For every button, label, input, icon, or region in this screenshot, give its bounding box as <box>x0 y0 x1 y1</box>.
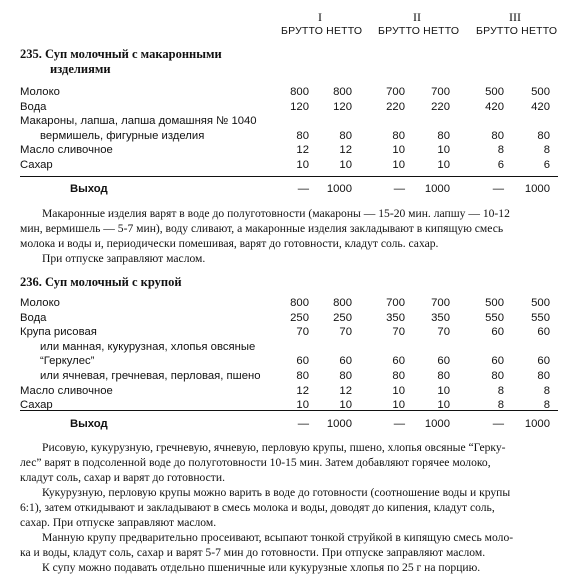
ingredient-row <box>0 370 577 384</box>
brutto-value: 80 <box>296 129 309 142</box>
brutto-value: 10 <box>392 144 405 157</box>
yield-netto-value: 1000 <box>524 418 550 430</box>
netto-value: 10 <box>339 399 352 412</box>
yield-netto-value: 1000 <box>326 183 352 195</box>
brutto-value: 220 <box>386 100 405 113</box>
brutto-value: 12 <box>296 384 309 397</box>
netto-value: 8 <box>543 399 550 412</box>
recipe-235-text-line: При отпуске заправляют маслом. <box>42 252 206 265</box>
brutto-value: 60 <box>491 355 504 368</box>
brutto-value: 250 <box>290 311 309 324</box>
ingredient-row <box>0 385 577 399</box>
ingredient-name: Вода <box>20 100 47 113</box>
netto-value: 220 <box>431 100 450 113</box>
netto-value: 6 <box>543 159 550 171</box>
ingredient-row <box>0 399 577 413</box>
recipe-236-text-line: Манную крупу предварительно просеивают, всыпают тонкой струйкой в кипящую смесь моло- <box>42 531 514 544</box>
ingredient-name: вермишель, фигурные изделия <box>40 129 205 142</box>
column-group-ii: II <box>413 10 421 24</box>
netto-value: 80 <box>537 370 550 382</box>
yield-brutto-value: — <box>492 418 504 430</box>
netto-value: 10 <box>437 159 450 171</box>
netto-value: 60 <box>437 355 450 368</box>
ingredient-name: Макароны, лапша, лапша домашняя № 1040 <box>20 115 257 128</box>
recipe-235-text-line: мин, вермишель — 5-7 мин), воду сливают, а макаронные изделия закладывают в кипящую смесь <box>20 222 504 235</box>
ingredient-name: Крупа рисовая <box>20 326 97 339</box>
brutto-value: 500 <box>485 86 504 98</box>
recipe-236-text-line: лес” варят в подсоленной воде до полуготовности 10-15 мин. Затем добавляют горячее молоко, <box>20 456 491 469</box>
brutto-value: 10 <box>296 159 309 171</box>
netto-value: 70 <box>339 326 352 339</box>
ingredient-name: Масло сливочное <box>20 144 113 157</box>
netto-value: 800 <box>333 297 352 309</box>
brutto-value: 80 <box>491 129 504 142</box>
ingredient-row <box>0 297 577 311</box>
ingredient-row <box>0 326 577 340</box>
recipe-236-instructions <box>20 440 560 575</box>
ingredient-row <box>0 355 577 369</box>
brutto-value: 80 <box>392 370 405 382</box>
recipe-235-title-cont: изделиями <box>50 62 111 76</box>
recipe-235-divider <box>20 176 558 177</box>
netto-value: 10 <box>437 144 450 157</box>
netto-value: 60 <box>537 355 550 368</box>
yield-netto-value: 1000 <box>424 183 450 195</box>
recipe-236-divider <box>20 410 558 411</box>
netto-value: 10 <box>437 399 450 412</box>
recipe-236-text-line: ка и воды, кладут соль, сахар и варят 5-7 мин до готовности. При отпуске заправляют маслом. <box>20 546 486 559</box>
brutto-value: 800 <box>290 86 309 98</box>
brutto-value: 10 <box>296 399 309 412</box>
recipe-235-title: 235. Суп молочный с макаронными <box>20 47 222 61</box>
yield-netto-value: 1000 <box>524 183 550 195</box>
recipe-236-text-line: Рисовую, кукурузную, гречневую, ячневую, перловую крупы, пшено, хлопья овсяные “Герку- <box>42 441 506 454</box>
netto-value: 12 <box>339 384 352 397</box>
ingredient-name: Сахар <box>20 159 53 171</box>
yield-row <box>0 183 577 197</box>
netto-value: 80 <box>537 129 550 142</box>
brutto-value: 10 <box>392 384 405 397</box>
recipe-235-text-line: молока и воды и, периодически помешивая, варят до готовности, кладут соль. сахар. <box>20 237 439 250</box>
yield-netto-value: 1000 <box>424 418 450 430</box>
netto-value: 700 <box>431 86 450 98</box>
yield-row <box>0 418 577 432</box>
netto-value: 250 <box>333 311 352 324</box>
yield-label: Выход <box>70 418 108 430</box>
netto-value: 60 <box>339 355 352 368</box>
brutto-value: 350 <box>386 311 405 324</box>
netto-value: 500 <box>531 297 550 309</box>
brutto-value: 60 <box>392 355 405 368</box>
yield-label: Выход <box>70 183 108 195</box>
netto-value: 8 <box>543 144 550 157</box>
brutto-value: 700 <box>386 86 405 98</box>
ingredient-row <box>0 341 577 355</box>
recipe-235-text-line: Макаронные изделия варят в воде до полуготовности (макароны — 15-20 мин. лапшу — 10-12 <box>42 207 510 220</box>
brutto-value: 80 <box>491 370 504 382</box>
netto-value: 10 <box>339 159 352 171</box>
ingredient-name: Масло сливочное <box>20 384 113 397</box>
brutto-value: 8 <box>497 399 504 412</box>
ingredient-row <box>0 144 577 158</box>
netto-value: 8 <box>543 384 550 397</box>
brutto-value: 6 <box>497 159 504 171</box>
yield-brutto-value: — <box>393 418 405 430</box>
column-group-i: I <box>318 10 322 24</box>
brutto-value: 80 <box>296 370 309 382</box>
brutto-value: 80 <box>392 129 405 142</box>
ingredient-name: или манная, кукурузная, хлопья овсяные <box>40 340 256 353</box>
yield-brutto-value: — <box>297 183 309 195</box>
brutto-value: 550 <box>485 311 504 324</box>
ingredient-name: Молоко <box>20 86 60 98</box>
yield-brutto-value: — <box>297 418 309 430</box>
netto-value: 550 <box>531 311 550 324</box>
brutto-value: 8 <box>497 384 504 397</box>
netto-value: 80 <box>437 129 450 142</box>
brutto-value: 800 <box>290 297 309 309</box>
ingredient-name: Молоко <box>20 297 60 309</box>
ingredient-row <box>0 101 577 115</box>
ingredient-name: Сахар <box>20 399 53 412</box>
yield-brutto-value: — <box>393 183 405 195</box>
brutto-value: 60 <box>296 355 309 368</box>
netto-value: 10 <box>437 384 450 397</box>
brutto-value: 420 <box>485 100 504 113</box>
yield-brutto-value: — <box>492 183 504 195</box>
recipe-236-text-line: 6:1), затем откидывают и закладывают в смесь молока и воды, доводят до кипения, кладут соль, <box>20 501 495 514</box>
recipe-236-text-line: кладут соль, сахар и варят до готовности. <box>20 471 225 484</box>
netto-value: 800 <box>333 86 352 98</box>
netto-value: 80 <box>437 370 450 382</box>
column-header-brutto-netto-i: БРУТТО НЕТТО <box>281 25 363 37</box>
ingredient-row <box>0 130 577 144</box>
recipe-235-instructions <box>20 206 560 266</box>
ingredient-row <box>0 312 577 326</box>
brutto-value: 500 <box>485 297 504 309</box>
brutto-value: 8 <box>497 144 504 157</box>
netto-value: 120 <box>333 100 352 113</box>
netto-value: 60 <box>537 326 550 339</box>
ingredient-name: Вода <box>20 311 47 324</box>
brutto-value: 700 <box>386 297 405 309</box>
netto-value: 500 <box>531 86 550 98</box>
ingredient-name: или ячневая, гречневая, перловая, пшено <box>40 370 261 382</box>
brutto-value: 120 <box>290 100 309 113</box>
ingredient-row <box>0 86 577 100</box>
recipe-236-text-line: сахар. При отпуске заправляют маслом. <box>20 516 217 529</box>
recipe-236-text-line: Кукурузную, перловую крупы можно варить в воде до готовности (соотношение воды и крупы <box>42 486 511 499</box>
column-group-iii: III <box>509 10 521 24</box>
netto-value: 350 <box>431 311 450 324</box>
ingredient-name: “Геркулес” <box>40 355 95 368</box>
brutto-value: 10 <box>392 399 405 412</box>
brutto-value: 70 <box>296 326 309 339</box>
netto-value: 700 <box>431 297 450 309</box>
brutto-value: 70 <box>392 326 405 339</box>
column-header-brutto-netto-iii: БРУТТО НЕТТО <box>476 25 558 37</box>
netto-value: 70 <box>437 326 450 339</box>
ingredient-row <box>0 115 577 129</box>
netto-value: 80 <box>339 129 352 142</box>
brutto-value: 60 <box>491 326 504 339</box>
netto-value: 80 <box>339 370 352 382</box>
brutto-value: 10 <box>392 159 405 171</box>
recipe-236-title: 236. Суп молочный с крупой <box>20 275 182 289</box>
column-header-brutto-netto-ii: БРУТТО НЕТТО <box>378 25 460 37</box>
yield-netto-value: 1000 <box>326 418 352 430</box>
ingredient-row <box>0 159 577 173</box>
netto-value: 12 <box>339 144 352 157</box>
brutto-value: 12 <box>296 144 309 157</box>
netto-value: 420 <box>531 100 550 113</box>
recipe-236-text-line: К супу можно подавать отдельно пшеничные или кукурузные хлопья по 25 г на порцию. <box>42 561 481 574</box>
